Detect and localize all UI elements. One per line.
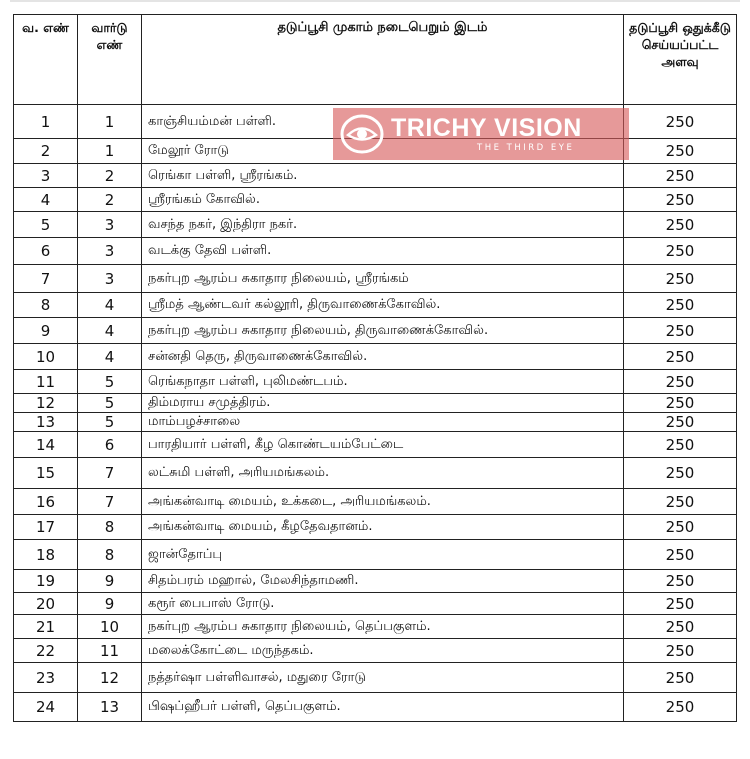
table-body: [14, 105, 737, 722]
serial-number-cell: 9: [14, 318, 78, 344]
ward-number-cell: 3: [78, 238, 142, 265]
table-row: [14, 238, 737, 265]
allotted-quantity-cell: 250: [624, 489, 737, 515]
serial-number-cell: 24: [14, 693, 78, 722]
allotted-quantity-cell: 250: [624, 188, 737, 212]
table-row: [14, 540, 737, 570]
camp-location-cell: ஜான்தோப்பு: [142, 540, 624, 570]
serial-number-cell: 6: [14, 238, 78, 265]
header-ward-number: வார்டு எண்: [78, 15, 142, 105]
allotted-quantity-cell: 250: [624, 458, 737, 489]
camp-location-cell: அங்கன்வாடி மையம், உக்கடை, அரியமங்கலம்.: [142, 489, 624, 515]
table-header-row: [14, 15, 737, 105]
camp-location-cell: நகர்புற ஆரம்ப சுகாதார நிலையம், ஸ்ரீரங்கம்: [142, 265, 624, 293]
ward-number-cell: 8: [78, 515, 142, 540]
camp-location-cell: மேலூர் ரோடு: [142, 139, 624, 164]
camp-location-cell: பாரதியார் பள்ளி, கீழ கொண்டயம்பேட்டை: [142, 432, 624, 458]
table-row: [14, 489, 737, 515]
serial-number-cell: 4: [14, 188, 78, 212]
serial-number-cell: 5: [14, 212, 78, 238]
allotted-quantity-cell: 250: [624, 540, 737, 570]
allotted-quantity-cell: 250: [624, 663, 737, 693]
ward-number-cell: 7: [78, 458, 142, 489]
camp-location-cell: வடக்கு தேவி பள்ளி.: [142, 238, 624, 265]
trichy-vision-watermark: [333, 108, 629, 160]
camp-location-cell: கரூர் பைபாஸ் ரோடு.: [142, 593, 624, 615]
table-row: [14, 413, 737, 432]
table-row: [14, 515, 737, 540]
allotted-quantity-cell: 250: [624, 344, 737, 370]
table-row: [14, 370, 737, 394]
serial-number-cell: 2: [14, 139, 78, 164]
allotted-quantity-cell: 250: [624, 432, 737, 458]
camp-location-cell: நத்தர்ஷா பள்ளிவாசல், மதுரை ரோடு: [142, 663, 624, 693]
allotted-quantity-cell: 250: [624, 615, 737, 639]
ward-number-cell: 7: [78, 489, 142, 515]
camp-location-cell: வசந்த நகர், இந்திரா நகர்.: [142, 212, 624, 238]
allotted-quantity-cell: 250: [624, 370, 737, 394]
allotted-quantity-cell: 250: [624, 293, 737, 318]
serial-number-cell: 8: [14, 293, 78, 318]
top-edge-line: [10, 0, 740, 2]
serial-number-cell: 15: [14, 458, 78, 489]
serial-number-cell: 11: [14, 370, 78, 394]
serial-number-cell: 21: [14, 615, 78, 639]
allotted-quantity-cell: 250: [624, 570, 737, 593]
table-row: [14, 212, 737, 238]
serial-number-cell: 20: [14, 593, 78, 615]
allotted-quantity-cell: 250: [624, 639, 737, 663]
allotted-quantity-cell: 250: [624, 318, 737, 344]
serial-number-cell: 10: [14, 344, 78, 370]
allotted-quantity-cell: 250: [624, 212, 737, 238]
camp-location-cell: நகர்புற ஆரம்ப சுகாதார நிலையம், திருவாணைக்கோவில்.: [142, 318, 624, 344]
ward-number-cell: 4: [78, 293, 142, 318]
ward-number-cell: 2: [78, 188, 142, 212]
table-row: [14, 593, 737, 615]
ward-number-cell: 3: [78, 212, 142, 238]
table-row: [14, 293, 737, 318]
camp-location-cell: மலைக்கோட்டை மருந்தகம்.: [142, 639, 624, 663]
ward-number-cell: 4: [78, 318, 142, 344]
watermark-subtitle: THE THIRD EYE: [477, 143, 575, 153]
ward-number-cell: 1: [78, 139, 142, 164]
camp-location-cell: பிஷப்ஹீபர் பள்ளி, தெப்பகுளம்.: [142, 693, 624, 722]
table-row: [14, 164, 737, 188]
ward-number-cell: 2: [78, 164, 142, 188]
camp-location-cell: மாம்பழச்சாலை: [142, 413, 624, 432]
ward-number-cell: 3: [78, 265, 142, 293]
ward-number-cell: 1: [78, 105, 142, 139]
camp-location-cell: ஸ்ரீரங்கம் கோவில்.: [142, 188, 624, 212]
serial-number-cell: 1: [14, 105, 78, 139]
table-row: [14, 394, 737, 413]
camp-location-cell: ரெங்கநாதா பள்ளி, புலிமண்டபம்.: [142, 370, 624, 394]
allotted-quantity-cell: 250: [624, 515, 737, 540]
allotted-quantity-cell: 250: [624, 593, 737, 615]
table-row: [14, 188, 737, 212]
serial-number-cell: 23: [14, 663, 78, 693]
camp-location-cell: லட்சுமி பள்ளி, அரியமங்கலம்.: [142, 458, 624, 489]
header-allotted-quantity: தடுப்பூசி ஒதுக்கீடு செய்யப்பட்ட அளவு: [624, 15, 737, 105]
allotted-quantity-cell: 250: [624, 164, 737, 188]
watermark-title: TRICHY VISION: [391, 114, 582, 142]
eye-logo-icon: [333, 108, 391, 160]
serial-number-cell: 16: [14, 489, 78, 515]
ward-number-cell: 12: [78, 663, 142, 693]
allotted-quantity-cell: 250: [624, 394, 737, 413]
table-row: [14, 615, 737, 639]
table-row: [14, 318, 737, 344]
table-row: [14, 265, 737, 293]
ward-number-cell: 5: [78, 370, 142, 394]
ward-number-cell: 9: [78, 593, 142, 615]
serial-number-cell: 7: [14, 265, 78, 293]
table-row: [14, 663, 737, 693]
serial-number-cell: 17: [14, 515, 78, 540]
table-row: [14, 432, 737, 458]
camp-location-cell: அங்கன்வாடி மையம், கீழதேவதானம்.: [142, 515, 624, 540]
camp-location-cell: ரெங்கா பள்ளி, ஸ்ரீரங்கம்.: [142, 164, 624, 188]
allotted-quantity-cell: 250: [624, 238, 737, 265]
allotted-quantity-cell: 250: [624, 105, 737, 139]
ward-number-cell: 5: [78, 394, 142, 413]
table-row: [14, 639, 737, 663]
allotted-quantity-cell: 250: [624, 265, 737, 293]
ward-number-cell: 9: [78, 570, 142, 593]
serial-number-cell: 14: [14, 432, 78, 458]
camp-location-cell: காஞ்சியம்மன் பள்ளி.: [142, 105, 624, 139]
serial-number-cell: 12: [14, 394, 78, 413]
table-row: [14, 458, 737, 489]
ward-number-cell: 5: [78, 413, 142, 432]
serial-number-cell: 13: [14, 413, 78, 432]
camp-location-cell: சிதம்பரம் மஹால், மேலசிந்தாமணி.: [142, 570, 624, 593]
ward-number-cell: 6: [78, 432, 142, 458]
camp-location-cell: ஸ்ரீமத் ஆண்டவர் கல்லூரி, திருவாணைக்கோவில்.: [142, 293, 624, 318]
table-row: [14, 570, 737, 593]
header-serial-number: வ. எண்: [14, 15, 78, 105]
camp-location-cell: திம்மராய சமுத்திரம்.: [142, 394, 624, 413]
allotted-quantity-cell: 250: [624, 413, 737, 432]
ward-number-cell: 8: [78, 540, 142, 570]
serial-number-cell: 3: [14, 164, 78, 188]
table-row: [14, 693, 737, 722]
camp-location-cell: சன்னதி தெரு, திருவாணைக்கோவில்.: [142, 344, 624, 370]
ward-number-cell: 11: [78, 639, 142, 663]
ward-number-cell: 13: [78, 693, 142, 722]
camp-location-cell: நகர்புற ஆரம்ப சுகாதார நிலையம், தெப்பகுளம்.: [142, 615, 624, 639]
allotted-quantity-cell: 250: [624, 693, 737, 722]
serial-number-cell: 22: [14, 639, 78, 663]
table-row: [14, 344, 737, 370]
serial-number-cell: 19: [14, 570, 78, 593]
ward-number-cell: 4: [78, 344, 142, 370]
header-camp-location: தடுப்பூசி முகாம் நடைபெறும் இடம்: [142, 15, 624, 105]
serial-number-cell: 18: [14, 540, 78, 570]
allotted-quantity-cell: 250: [624, 139, 737, 164]
ward-number-cell: 10: [78, 615, 142, 639]
